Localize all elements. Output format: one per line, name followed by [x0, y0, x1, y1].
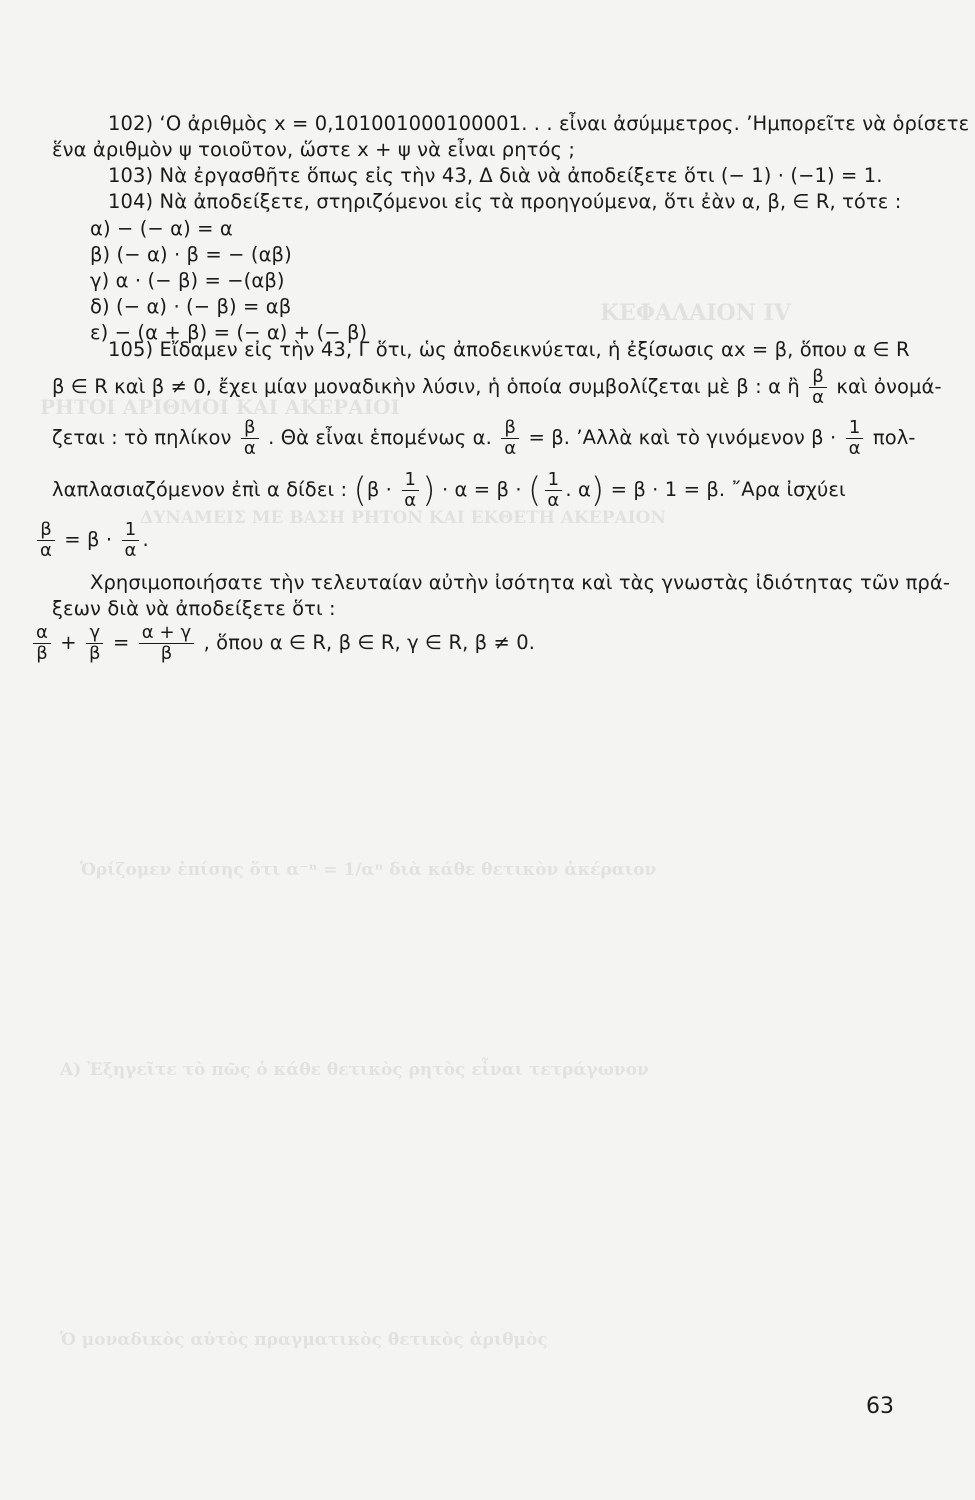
exercise-105-use-line-1: Χρησιμοποιήσατε τὴν τελευταίαν αὐτὴν ἰσότητα καὶ τὰς γνωστὰς ἰδιότητας τῶν πρά-	[90, 571, 950, 594]
right-paren: )	[422, 470, 436, 511]
bleed-through-section: ΔΥΝΑΜΕΙΣ ΜΕ ΒΑΣΗ ΡΗΤΟΝ ΚΑΙ ΕΚΘΕΤΗ ΑΚΕΡΑΙΟΝ	[140, 508, 666, 528]
exercise-102-line-1: 102) ‘Ο ἀριθμὸς x = 0,101001000100001. . . εἶναι ἀσύμμετρος. ’Ημπορεῖτε νὰ ὁρίσετε	[108, 112, 970, 135]
fraction-numerator: 1	[846, 418, 864, 439]
exercise-105-line-2	[52, 367, 942, 408]
text-segment: καὶ ὀνομά-	[836, 375, 942, 398]
exercise-105-use-line-2: ξεων διὰ νὰ ἀποδείξετε ὅτι :	[52, 597, 336, 620]
fraction-denominator: α	[243, 438, 256, 459]
page-number: 63	[866, 1394, 894, 1419]
text-segment: λαπλασιαζόμενον ἐπὶ α δίδει :	[52, 478, 348, 501]
left-paren: (	[528, 470, 542, 511]
exercise-104-item-c: γ) α · (− β) = −(αβ)	[90, 269, 285, 292]
fraction-one-over-alpha	[401, 470, 419, 511]
text-segment: = β · 1 = β. ῎Αρα ἰσχύει	[610, 478, 846, 501]
right-paren: )	[590, 470, 605, 511]
fraction-numerator: β	[37, 520, 55, 541]
bleed-through-text-1: Ὁρίζομεν ἐπίσης ὅτι α⁻ⁿ = 1/αⁿ διὰ κάθε θετικὸν ἀκέραιον	[80, 860, 657, 880]
fraction-numerator: 1	[545, 470, 563, 491]
bleed-through-text-2: A) Ἐξηγεῖτε τὸ πῶς ὁ κάθε θετικὸς ρητὸς εἶναι τετράγωνον	[60, 1060, 649, 1080]
fraction-denominator: α	[124, 540, 137, 561]
text-segment: . Θὰ εἶναι ἑπομένως α.	[268, 426, 492, 449]
fraction-numerator: 1	[402, 470, 420, 491]
fraction-numerator: 1	[122, 520, 140, 541]
text-segment: . α	[565, 478, 591, 501]
fraction-denominator: α	[848, 438, 861, 459]
text-segment: β ∈ R καὶ β ≠ 0, ἔχει μίαν μοναδικὴν λύσιν, ἡ ὁποία συμβολίζεται μὲ β : α ἢ	[52, 375, 800, 398]
exercise-104: 104) Νὰ ἀποδείξετε, στηριζόμενοι εἰς τὰ προηγούμενα, ὅτι ἐὰν α, β, ∈ R, τότε :	[108, 190, 902, 213]
bleed-through-heading-2: ΡΗΤΟΙ ΑΡΙΘΜΟΙ ΚΑΙ ΑΚΕΡΑΙΟΙ	[40, 395, 400, 419]
fraction-sum-over-beta	[139, 623, 195, 664]
exercise-103: 103) Νὰ ἐργασθῆτε ὅπως εἰς τὴν 43, Δ διὰ νὰ ἀποδείξετε ὅτι (− 1) · (−1) = 1.	[108, 164, 883, 187]
fraction-numerator: β	[809, 367, 827, 388]
text-segment: , ὅπου α ∈ R, β ∈ R, γ ∈ R, β ≠ 0.	[203, 631, 536, 654]
fraction-one-over-alpha	[121, 520, 139, 561]
text-segment: ζεται : τὸ πηλίκον	[52, 426, 232, 449]
fraction-gamma-over-beta	[86, 623, 104, 664]
exercise-105-final-equation	[30, 623, 535, 664]
exercise-104-item-b: β) (− α) · β = − (αβ)	[90, 243, 292, 266]
fraction-denominator: α	[812, 387, 825, 408]
fraction-denominator: β	[160, 643, 173, 664]
exercise-104-item-e: ε) − (α + β) = (− α) + (− β)	[90, 321, 368, 344]
fraction-numerator: β	[241, 418, 259, 439]
text-segment: = β. ’Αλλὰ καὶ τὸ γινόμενον β ·	[528, 426, 837, 449]
fraction-denominator: α	[40, 540, 52, 561]
exercise-104-item-a: α) − (− α) = α	[90, 217, 233, 240]
text-segment: = β ·	[64, 528, 113, 551]
fraction-numerator: γ	[86, 623, 103, 644]
fraction-one-over-alpha	[544, 470, 562, 511]
fraction-alpha-over-beta	[33, 623, 51, 664]
fraction-one-over-alpha	[846, 418, 864, 459]
exercise-105-line-5: $\frac{\beta}{\alpha}$ = β · $\frac{1}{\alpha}$ .	[34, 520, 149, 561]
equals-sign: =	[112, 631, 130, 654]
text-segment: β ·	[366, 478, 392, 501]
fraction-beta-over-alpha	[501, 418, 519, 459]
fraction-denominator: β	[36, 643, 48, 664]
exercise-104-item-d: δ) (− α) · (− β) = αβ	[90, 295, 292, 318]
plus-sign: +	[60, 631, 77, 654]
exercise-102-line-2: ἕνα ἀριθμὸν ψ τοιοῦτον, ὥστε x + ψ νὰ εἶναι ρητός ;	[52, 138, 576, 161]
fraction-beta-over-alpha	[809, 367, 827, 408]
text-segment: · α = β ·	[441, 478, 522, 501]
left-paren: (	[353, 470, 367, 511]
exercise-105-line-3	[52, 418, 916, 459]
fraction-denominator: α	[547, 490, 560, 511]
fraction-numerator: α	[33, 623, 51, 644]
fraction-denominator: α	[504, 438, 517, 459]
fraction-numerator: β	[501, 418, 519, 439]
exercise-105-line-4	[52, 470, 846, 511]
bleed-through-text-3: Ὁ μοναδικὸς αὐτὸς πραγματικὸς θετικὸς ἀριθμὸς	[60, 1330, 548, 1350]
fraction-denominator: β	[89, 643, 101, 664]
fraction-beta-over-alpha	[37, 520, 55, 561]
text-segment: πολ-	[872, 426, 916, 449]
exercise-105-line-1: 105) Εἴδαμεν εἰς τὴν 43, Γ ὅτι, ὡς ἀποδεικνύεται, ἡ ἐξίσωσις αx = β, ὅπου α ∈ R	[108, 338, 910, 361]
fraction-numerator: α + γ	[139, 623, 195, 644]
fraction-beta-over-alpha	[241, 418, 259, 459]
bleed-through-heading: ΚΕΦΑΛΑΙΟΝ ΙV	[600, 300, 791, 326]
fraction-denominator: α	[404, 490, 417, 511]
